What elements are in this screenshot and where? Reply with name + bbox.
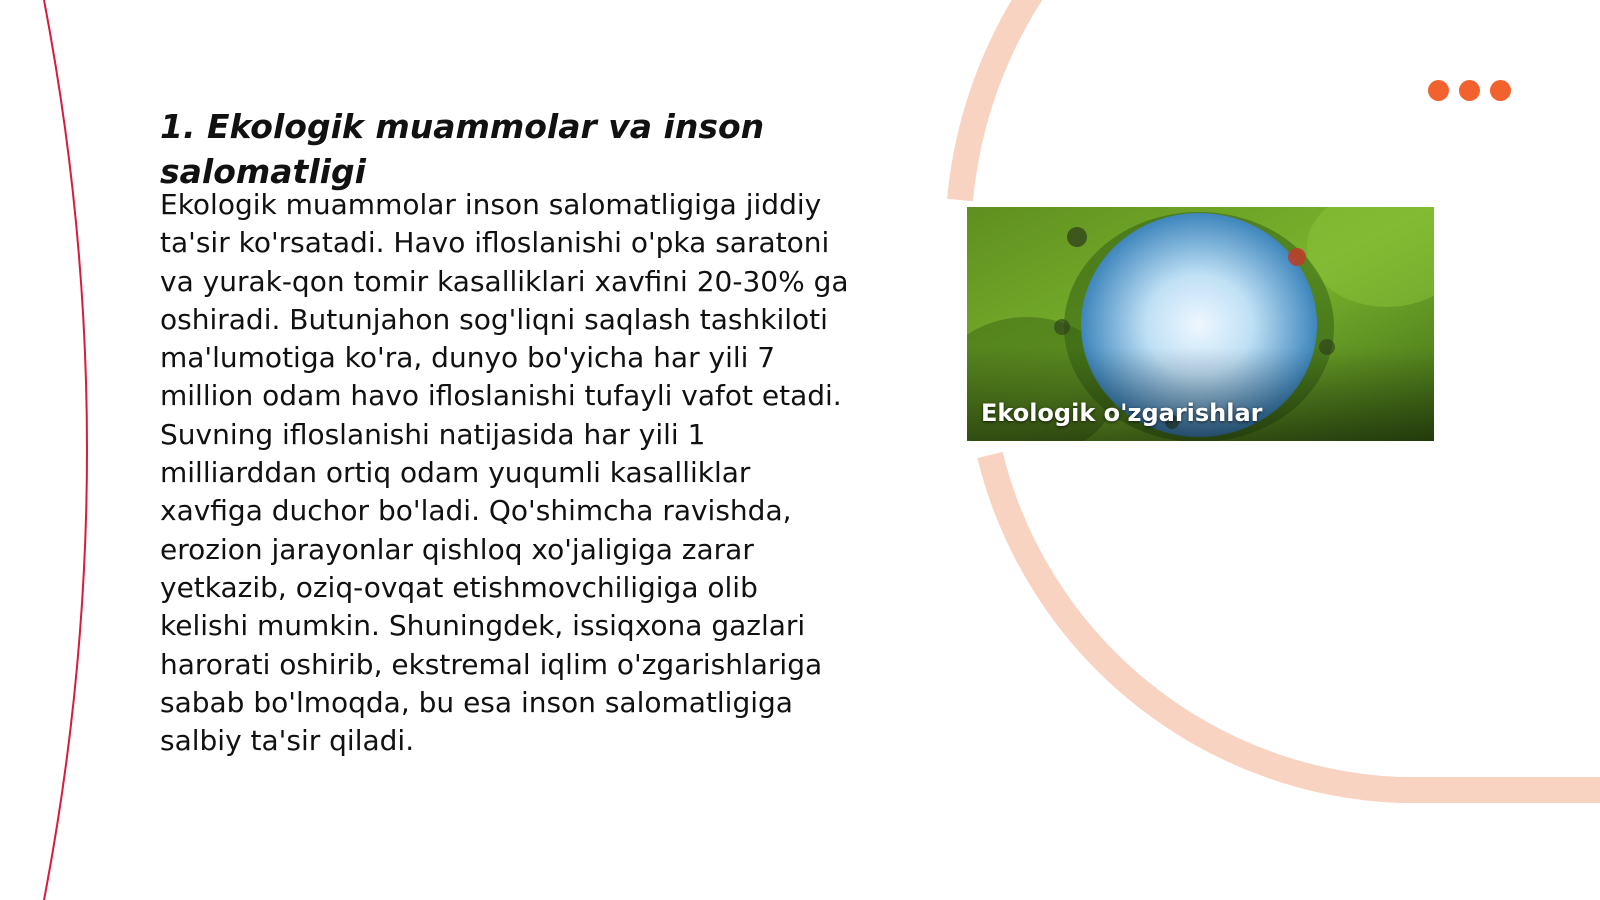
slide-body-text: Ekologik muammolar inson salomatligiga jiddiy ta'sir ko'rsatadi. Havo ifloslanishi o'pka saratoni va yurak-qon tomir kasalliklari xavfini 20-30% ga oshiradi. Butunjahon sog'liqni saqlash tashkiloti ma'lumotiga ko'ra, dunyo bo'yicha har yili 7 million odam havo ifloslanishi tufayli vafot etadi. Suvning ifloslanishi natijasida har yili 1 milliarddan ortiq odam yuqumli kasalliklar xavfiga duchor bo'ladi. Qo'shimcha ravishda, erozion jarayonlar qishloq xo'jaligiga zarar yetkazib, oziq-ovqat etishmovchiligiga olib kelishi mumkin. Shuningdek, issiqxona gazlari harorati oshirib, ekstremal iqlim o'zgarishlariga sabab bo'lmoqda, bu esa inson salomatligiga salbiy ta'sir qiladi. bbox=[160, 188, 849, 758]
ecology-image bbox=[967, 207, 1434, 441]
three-dots-icon bbox=[1428, 80, 1511, 101]
image-caption: Ekologik o'zgarishlar bbox=[981, 399, 1263, 427]
slide-title: 1. Ekologik muammolar va inson salomatligi bbox=[160, 107, 765, 191]
dot bbox=[1459, 80, 1480, 101]
left-curve-line bbox=[44, 0, 87, 900]
dot bbox=[1490, 80, 1511, 101]
dot bbox=[1428, 80, 1449, 101]
